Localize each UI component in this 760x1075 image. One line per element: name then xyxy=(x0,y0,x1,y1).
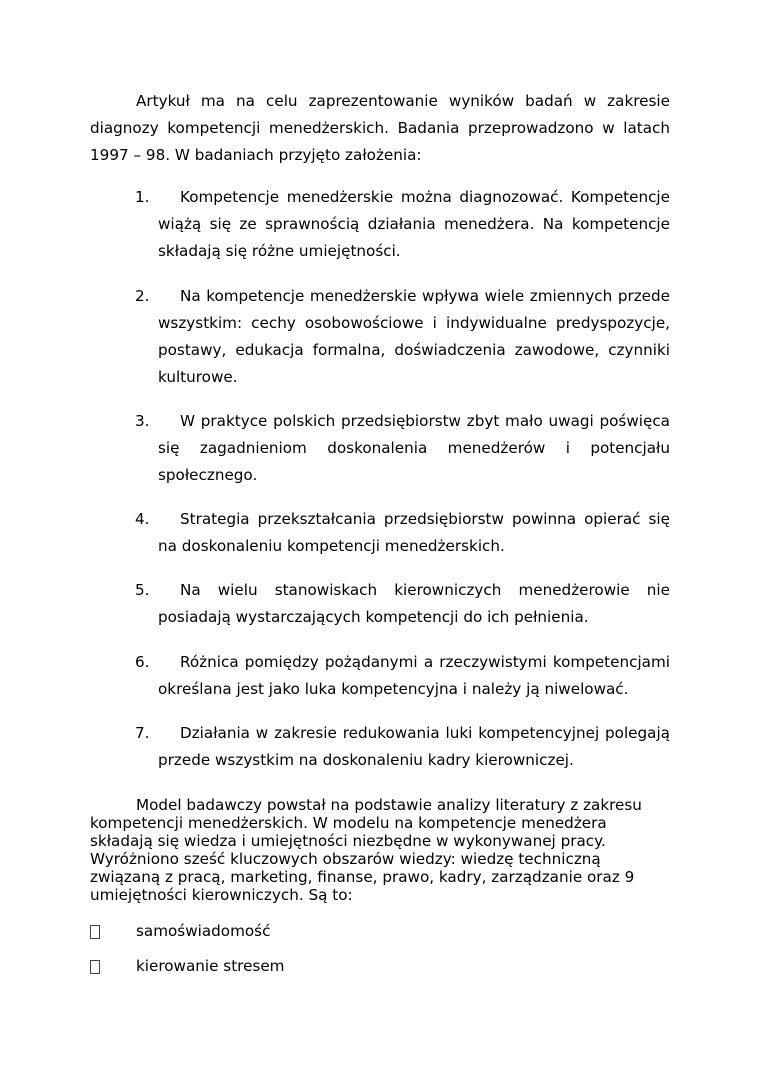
list-item xyxy=(135,283,670,391)
list-item-number: 6. xyxy=(135,653,150,671)
list-item xyxy=(135,720,670,774)
list-item xyxy=(135,184,670,265)
list-item-text: Różnica pomiędzy pożądanymi a rzeczywistymi kompetencjami określana jest jako luka kompetencyjna i należy ją niwelować. xyxy=(158,653,670,698)
bullet-text: samoświadomość xyxy=(136,922,271,940)
list-item-number: 5. xyxy=(135,581,150,599)
bullet-text: kierowanie stresem xyxy=(136,957,285,975)
list-item xyxy=(135,506,670,560)
list-item-number: 4. xyxy=(135,510,150,528)
bullet-box-icon xyxy=(90,925,100,939)
list-item-number: 3. xyxy=(135,412,150,430)
bullet-item xyxy=(90,921,270,941)
list-item-number: 2. xyxy=(135,287,150,305)
list-item-text: Kompetencje menedżerskie można diagnozować. Kompetencje wiążą się ze sprawnością działania menedżera. Na kompetencje składają się różne umiejętności. xyxy=(158,188,670,260)
list-item-text: Na wielu stanowiskach kierowniczych menedżerowie nie posiadają wystarczających kompetencji do ich pełnienia. xyxy=(158,581,670,626)
list-item-text: Na kompetencje menedżerskie wpływa wiele zmiennych przede wszystkim: cechy osobowościowe i indywidualne predyspozycje, postawy, edukacja formalna, doświadczenia zawodowe, czynniki kulturowe. xyxy=(158,287,670,386)
list-item xyxy=(135,649,670,703)
list-item-number: 1. xyxy=(135,188,150,206)
list-item-number: 7. xyxy=(135,724,150,742)
bullet-box-icon xyxy=(90,960,100,974)
list-item-text: Działania w zakresie redukowania luki kompetencyjnej polegają przede wszystkim na doskonaleniu kadry kierowniczej. xyxy=(158,724,670,769)
model-paragraph: Model badawczy powstał na podstawie analizy literatury z zakresu kompetencji menedżerskich. W modelu na kompetencje menedżera składają się wiedza i umiejętności niezbędne w wykonywanej pracy. Wyróżniono sześć kluczowych obszarów wiedzy: wiedzę techniczną związaną z pracą, marketing, finanse, prawo, kadry, zarządzanie oraz 9 umiejętności kierowniczych. Są to: xyxy=(90,796,642,904)
list-item-text: W praktyce polskich przedsiębiorstw zbyt mało uwagi poświęca się zagadnieniom doskonalenia menedżerów i potencjału społecznego. xyxy=(158,412,670,484)
intro-paragraph: Artykuł ma na celu zaprezentowanie wyników badań w zakresie diagnozy kompetencji menedżerskich. Badania przeprowadzono w latach 1997 – 98. W badaniach przyjęto założenia: xyxy=(90,92,670,164)
list-item-text: Strategia przekształcania przedsiębiorstw powinna opierać się na doskonaleniu kompetencji menedżerskich. xyxy=(158,510,670,555)
list-item xyxy=(135,577,670,631)
list-item xyxy=(135,408,670,489)
bullet-item xyxy=(90,956,284,976)
